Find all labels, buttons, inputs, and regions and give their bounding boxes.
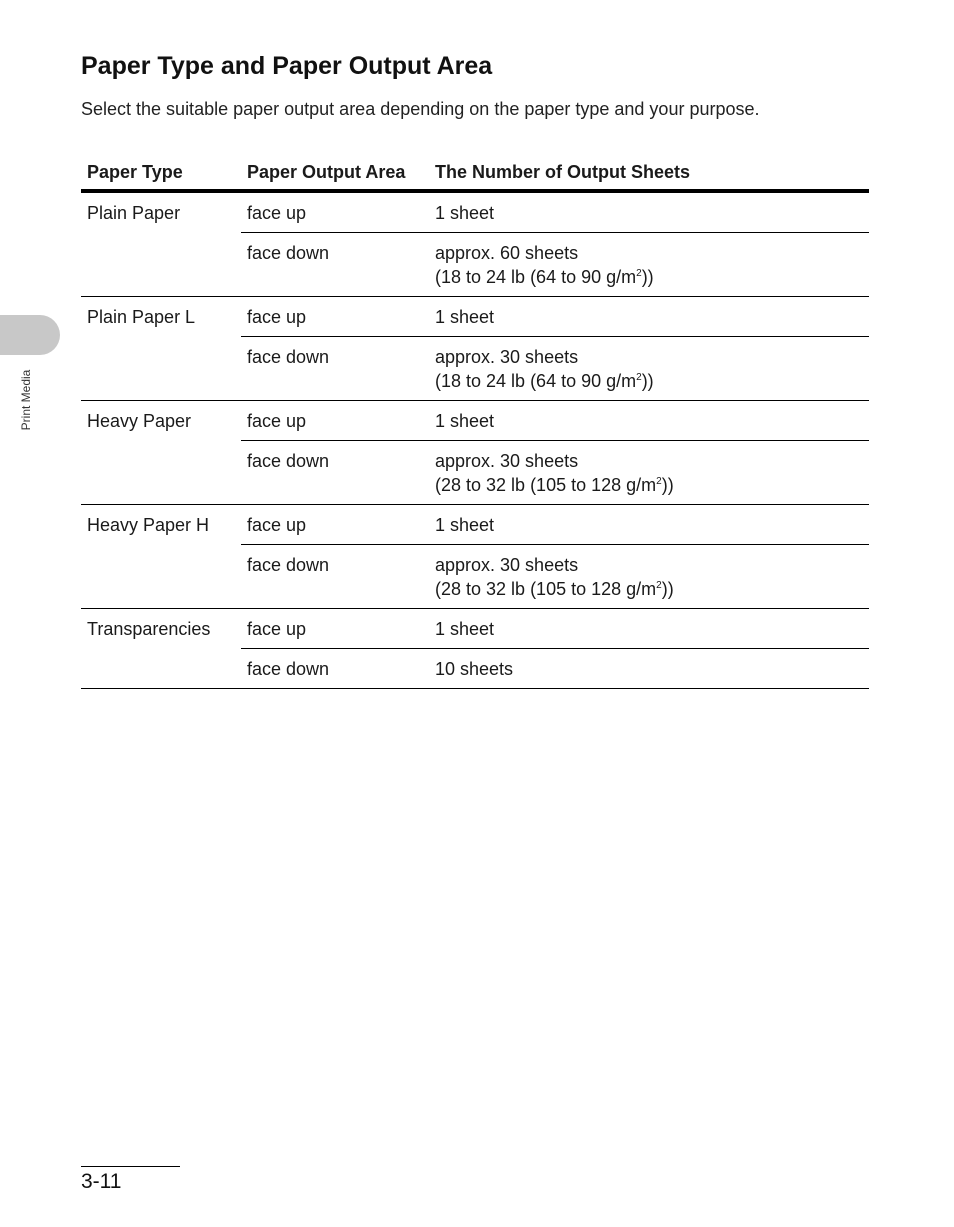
- intro-text: Select the suitable paper output area depending on the paper type and your purpose.: [81, 99, 760, 119]
- table-row: [81, 401, 869, 441]
- output-sheets-cell: [429, 649, 869, 689]
- paper-type-label: Heavy Paper: [87, 411, 192, 431]
- output-sheets-cell: [429, 441, 869, 505]
- header-paper-type: Paper Type: [81, 155, 241, 191]
- paper-weight: [435, 369, 863, 393]
- paper-output-table: [81, 155, 869, 689]
- paper-weight-text: (28 to 32 lb (105 to 128 g/m: [435, 579, 657, 599]
- output-sheets-cell: 1 sheet: [429, 609, 869, 649]
- table-header-row: [81, 155, 869, 191]
- superscript: 2: [656, 580, 662, 591]
- paper-weight-close: )): [661, 579, 674, 599]
- paper-type-label: Plain Paper: [87, 203, 181, 223]
- superscript: 2: [636, 372, 642, 383]
- paper-type-cell: [81, 505, 241, 609]
- output-area-cell: face up: [241, 609, 429, 649]
- output-area-cell: face down: [241, 233, 429, 297]
- output-sheets-cell: 1 sheet: [429, 297, 869, 337]
- sheet-count: approx. 30 sheets: [435, 555, 579, 575]
- footer-rule: [81, 1166, 180, 1167]
- paper-type-cell: [81, 191, 241, 297]
- page-number: 3-11: [81, 1170, 122, 1193]
- output-area-cell: face down: [241, 441, 429, 505]
- paper-weight: [435, 265, 863, 289]
- paper-weight-text: (28 to 32 lb (105 to 128 g/m: [435, 475, 657, 495]
- sheet-count: approx. 30 sheets: [435, 451, 579, 471]
- section-tab: [0, 315, 60, 355]
- paper-weight-close: )): [661, 475, 674, 495]
- paper-type-cell: [81, 401, 241, 505]
- paper-weight: [435, 577, 863, 601]
- table-row: [81, 297, 869, 337]
- output-area-cell: face down: [241, 337, 429, 401]
- paper-type-label: Plain Paper L: [87, 307, 196, 327]
- paper-type-label: Heavy Paper H: [87, 515, 210, 535]
- sheet-count: approx. 60 sheets: [435, 243, 579, 263]
- output-sheets-cell: 1 sheet: [429, 191, 869, 233]
- output-sheets-cell: 1 sheet: [429, 505, 869, 545]
- table-row: [81, 191, 869, 233]
- output-area-cell: face up: [241, 401, 429, 441]
- paper-weight-close: )): [641, 371, 654, 391]
- output-sheets-cell: [429, 337, 869, 401]
- output-area-cell: face up: [241, 191, 429, 233]
- paper-weight-close: )): [641, 267, 654, 287]
- output-sheets-cell: [429, 233, 869, 297]
- output-sheets-cell: [429, 545, 869, 609]
- page-title: Paper Type and Paper Output Area: [81, 52, 493, 80]
- output-area-cell: face up: [241, 297, 429, 337]
- header-output-area: Paper Output Area: [241, 155, 429, 191]
- sheet-count: approx. 30 sheets: [435, 347, 579, 367]
- paper-weight: [435, 473, 863, 497]
- table-row: [81, 505, 869, 545]
- superscript: 2: [656, 476, 662, 487]
- output-area-cell: face down: [241, 545, 429, 609]
- section-tab-label: Print Media: [19, 369, 33, 431]
- paper-type-label: Transparencies: [87, 619, 211, 639]
- paper-type-cell: [81, 297, 241, 401]
- header-output-sheets: The Number of Output Sheets: [429, 155, 869, 191]
- paper-weight-text: (18 to 24 lb (64 to 90 g/m: [435, 267, 637, 287]
- output-sheets-cell: 1 sheet: [429, 401, 869, 441]
- output-area-cell: face down: [241, 649, 429, 689]
- table-row: [81, 609, 869, 649]
- sheet-count: 10 sheets: [435, 659, 514, 679]
- output-area-cell: face up: [241, 505, 429, 545]
- superscript: 2: [636, 268, 642, 279]
- paper-type-cell: [81, 609, 241, 689]
- paper-weight-text: (18 to 24 lb (64 to 90 g/m: [435, 371, 637, 391]
